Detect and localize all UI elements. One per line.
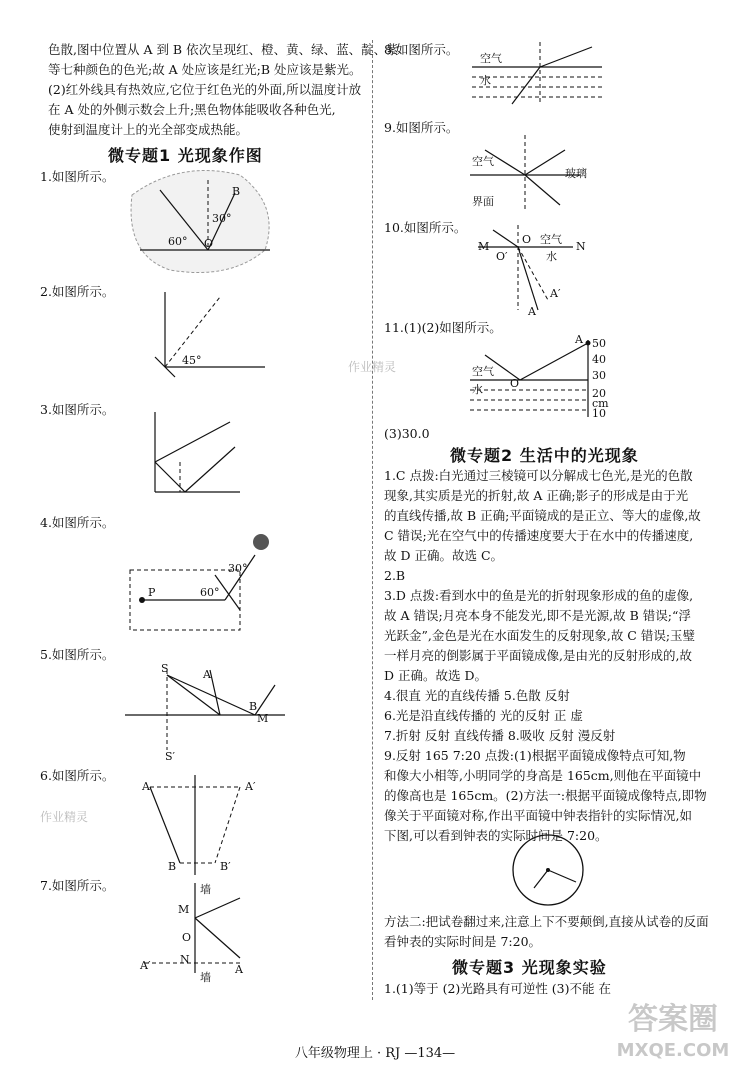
svg-text:30: 30 xyxy=(592,369,606,382)
svg-text:40: 40 xyxy=(592,353,606,366)
svg-text:B′: B′ xyxy=(220,860,231,873)
s2-line-14: 7.折射 反射 直线传播 8.吸收 反射 漫反射 xyxy=(384,728,616,743)
svg-text:30°: 30° xyxy=(212,212,232,225)
item-5: 5.如图所示。 xyxy=(40,647,115,662)
page-footer: 八年级物理上 · RJ —134— xyxy=(294,1046,456,1061)
intro-line-3: (2)红外线具有热效应,它位于红色光的外面,所以温度计放 xyxy=(48,82,362,97)
svg-text:O: O xyxy=(522,233,532,246)
watermark: 作业精灵 xyxy=(40,810,89,824)
item-4: 4.如图所示。 xyxy=(40,515,115,530)
svg-text:50: 50 xyxy=(592,337,606,350)
s2-line-6: 2.B xyxy=(384,568,406,583)
s2-line-7: 3.D 点拨:看到水中的鱼是光的折射现象形成的鱼的虚像, xyxy=(384,588,694,603)
svg-text:N: N xyxy=(180,953,190,966)
column-divider xyxy=(372,40,373,1000)
item-2: 2.如图所示。 xyxy=(40,284,115,299)
item-3: 3.如图所示。 xyxy=(40,402,115,417)
s2-line-19: 下图,可以看到钟表的实际时间是 7:20。 xyxy=(384,828,608,843)
svg-text:水: 水 xyxy=(546,250,557,263)
svg-text:30°: 30° xyxy=(228,562,248,575)
svg-text:O: O xyxy=(182,931,192,944)
figure-5 xyxy=(125,660,285,765)
svg-text:B: B xyxy=(249,700,258,713)
item-7: 7.如图所示。 xyxy=(40,878,115,893)
svg-text:10: 10 xyxy=(592,407,606,420)
item-9: 9.如图所示。 xyxy=(384,120,459,135)
svg-text:M: M xyxy=(257,712,269,725)
svg-text:B: B xyxy=(168,860,177,873)
s2-line-4: C 错误;光在空气中的传播速度要大于在水中的传播速度, xyxy=(384,528,694,543)
method2-line-2: 看钟表的实际时间是 7:20。 xyxy=(384,934,542,949)
svg-text:A: A xyxy=(142,780,150,793)
svg-text:A: A xyxy=(528,305,536,318)
s2-line-18: 像关于平面镜对称,作出平面镜中钟表指针的实际情况,如 xyxy=(384,808,692,823)
method2-line-1: 方法二:把试卷翻过来,注意上下不要颠倒,直接从试卷的反面 xyxy=(384,914,709,929)
figure-1 xyxy=(120,165,280,280)
svg-text:20: 20 xyxy=(592,387,606,400)
item-11: 11.(1)(2)如图所示。 xyxy=(384,320,502,335)
svg-text:45°: 45° xyxy=(182,354,202,367)
item-8: 8.如图所示。 xyxy=(384,42,459,57)
intro-line-5: 使射到温度计上的光全部变成热能。 xyxy=(48,122,249,137)
s2-line-2: 现象,其实质是光的折射,故 A 正确;影子的形成是由于光 xyxy=(384,488,689,503)
svg-text:P: P xyxy=(148,586,156,599)
s2-line-13: 6.光是沿直线传播的 光的反射 正 虚 xyxy=(384,708,583,723)
svg-text:空气: 空气 xyxy=(480,52,502,65)
s2-line-8: 故 A 错误;月亮本身不能发光,即不是光源,故 B 错误;“浮 xyxy=(384,608,691,623)
svg-text:墙: 墙 xyxy=(200,971,211,984)
svg-text:A: A xyxy=(575,333,583,346)
intro-line-4: 在 A 处的外侧示数会上升;黑色物体能吸收各种色光, xyxy=(48,102,336,117)
s2-line-12: 4.很直 光的直线传播 5.色散 反射 xyxy=(384,688,570,703)
svg-text:水: 水 xyxy=(480,74,491,87)
svg-text:60°: 60° xyxy=(200,586,220,599)
svg-text:O′: O′ xyxy=(496,250,508,263)
s2-line-17: 的像高也是 165cm。(2)方法一:根据平面镜成像特点,即物 xyxy=(384,788,707,803)
s2-line-10: 一样月亮的倒影属于平面镜成像,是由光的反射形成的,故 xyxy=(384,648,692,663)
svg-text:玻璃: 玻璃 xyxy=(565,167,587,180)
svg-text:S: S xyxy=(161,662,169,675)
item-1: 1.如图所示。 xyxy=(40,169,115,184)
svg-text:cm: cm xyxy=(592,397,609,410)
svg-text:M: M xyxy=(478,240,490,253)
figure-2 xyxy=(150,292,280,377)
intro-line-2: 等七种颜色的色光;故 A 处应该是红光;B 处应该是紫光。 xyxy=(48,62,362,77)
svg-text:S′: S′ xyxy=(165,750,176,763)
s2-line-1: 1.C 点拨:白光通过三棱镜可以分解成七色光,是光的色散 xyxy=(384,468,693,483)
figure-4 xyxy=(130,530,280,635)
watermark: 作业精灵 xyxy=(348,360,397,374)
svg-text:O: O xyxy=(510,377,520,390)
svg-text:B: B xyxy=(232,185,241,198)
s2-line-3: 的直线传播,故 B 正确;平面镜成的是正立、等大的虚像,故 xyxy=(384,508,701,523)
svg-text:A′: A′ xyxy=(140,959,151,972)
s2-line-11: D 正确。故选 D。 xyxy=(384,668,487,683)
s3-line-1: 1.(1)等于 (2)光路具有可逆性 (3)不能 在 xyxy=(384,981,611,996)
svg-text:60°: 60° xyxy=(168,235,188,248)
svg-text:A′: A′ xyxy=(245,780,256,793)
svg-text:空气: 空气 xyxy=(472,155,494,168)
svg-text:A: A xyxy=(235,963,243,976)
section-title-3: 微专题3 光现象实验 xyxy=(452,958,607,977)
figure-8 xyxy=(472,42,602,112)
figure-9 xyxy=(470,135,600,210)
s2-line-15: 9.反射 165 7:20 点拨:(1)根据平面镜成像特点可知,物 xyxy=(384,748,686,763)
svg-text:界面: 界面 xyxy=(472,195,494,208)
svg-text:水: 水 xyxy=(472,383,483,396)
svg-text:M: M xyxy=(178,903,190,916)
svg-text:A: A xyxy=(203,668,211,681)
s2-line-5: 故 D 正确。故选 C。 xyxy=(384,548,504,563)
svg-text:A′: A′ xyxy=(550,287,561,300)
svg-text:N: N xyxy=(576,240,586,253)
figure-7 xyxy=(140,883,280,983)
figure-3 xyxy=(150,412,245,497)
item-6: 6.如图所示。 xyxy=(40,768,115,783)
figure-10 xyxy=(478,225,588,318)
s2-line-9: 光跃金”,金色是光在水面发生的反射现象,故 C 错误;玉璧 xyxy=(384,628,696,643)
svg-text:O: O xyxy=(204,237,214,250)
site-stamp-logo: 答案圈 MXQE.COM xyxy=(616,1002,730,1061)
svg-text:空气: 空气 xyxy=(472,365,494,378)
intro-line-1: 色散,图中位置从 A 到 B 依次呈现红、橙、黄、绿、蓝、靛、紫 xyxy=(48,42,399,57)
figure-6 xyxy=(140,775,270,875)
svg-text:空气: 空气 xyxy=(540,233,562,246)
section-title-1: 微专题1 光现象作图 xyxy=(108,146,263,165)
section-title-2: 微专题2 生活中的光现象 xyxy=(450,446,639,465)
figure-11 xyxy=(470,335,610,420)
s2-line-16: 和像大小相等,小明同学的身高是 165cm,则他在平面镜中 xyxy=(384,768,702,783)
clock-figure xyxy=(510,832,586,908)
svg-text:墙: 墙 xyxy=(200,883,211,896)
item-10: 10.如图所示。 xyxy=(384,220,467,235)
q11-part3: (3)30.0 xyxy=(384,426,430,441)
